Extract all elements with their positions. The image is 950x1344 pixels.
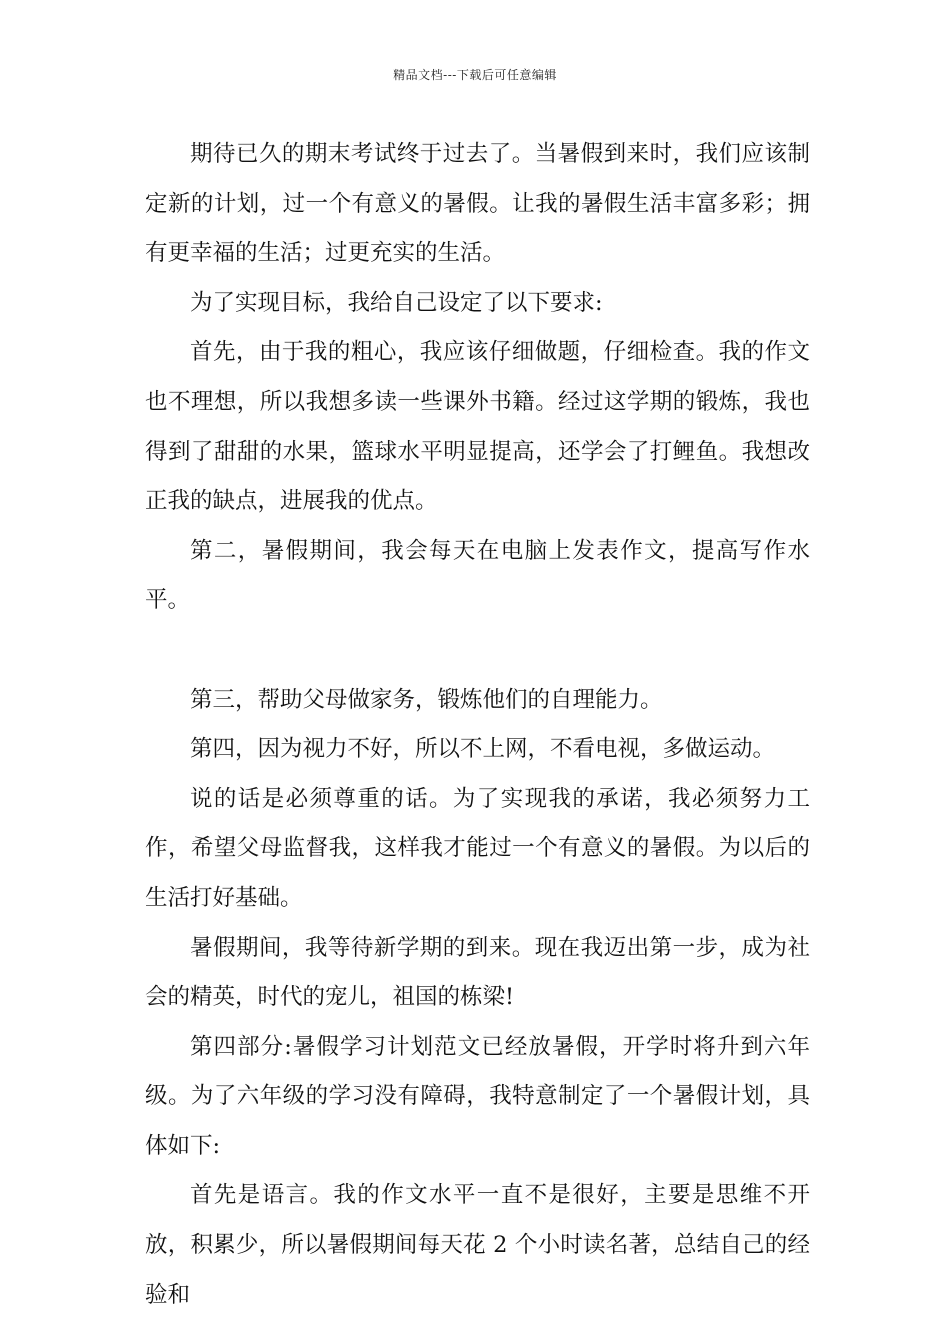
paragraph-goals: 为了实现目标，我给自己设定了以下要求: — [190, 289, 603, 316]
paragraph-promise: 说的话是必须尊重的话。为了实现我的承诺，我必须努力工作，希望父母监督我，这样我才能过一个有意义的暑假。为以后的生活打好基础。 — [145, 785, 810, 911]
paragraph-gap — [145, 626, 810, 676]
paragraph-first: 首先，由于我的粗心，我应该仔细做题，仔细检查。我的作文也不理想，所以我想多读一些课外书籍。经过这学期的锻炼，我也得到了甜甜的水果，篮球水平明显提高，还学会了打鲤鱼。我想改正我的缺点，进展我的优点。 — [145, 339, 810, 515]
page-header: 精品文档---下载后可任意编辑 — [393, 68, 557, 82]
document-body — [145, 130, 810, 1320]
paragraph-third: 第三，帮助父母做家务，锻炼他们的自理能力。 — [190, 686, 663, 713]
paragraph-language: 首先是语言。我的作文水平一直不是很好，主要是思维不开放，积累少，所以暑假期间每天花 2 个小时读名著，总结自己的经验和 — [145, 1182, 810, 1308]
paragraph-part-four: 第四部分:暑假学习计划范文已经放暑假，开学时将升到六年级。为了六年级的学习没有障碍，我特意制定了一个暑假计划，具体如下: — [145, 1033, 810, 1159]
paragraph-intro: 期待已久的期末考试终于过去了。当暑假到来时，我们应该制定新的计划，过一个有意义的暑假。让我的暑假生活丰富多彩；拥有更幸福的生活；过更充实的生活。 — [145, 141, 810, 267]
paragraph-new-term: 暑假期间，我等待新学期的到来。现在我迈出第一步，成为社会的精英，时代的宠儿，祖国的栋梁! — [145, 934, 810, 1011]
paragraph-fourth: 第四，因为视力不好，所以不上网，不看电视，多做运动。 — [190, 736, 776, 763]
paragraph-second: 第二，暑假期间，我会每天在电脑上发表作文，提高写作水平。 — [145, 537, 810, 614]
